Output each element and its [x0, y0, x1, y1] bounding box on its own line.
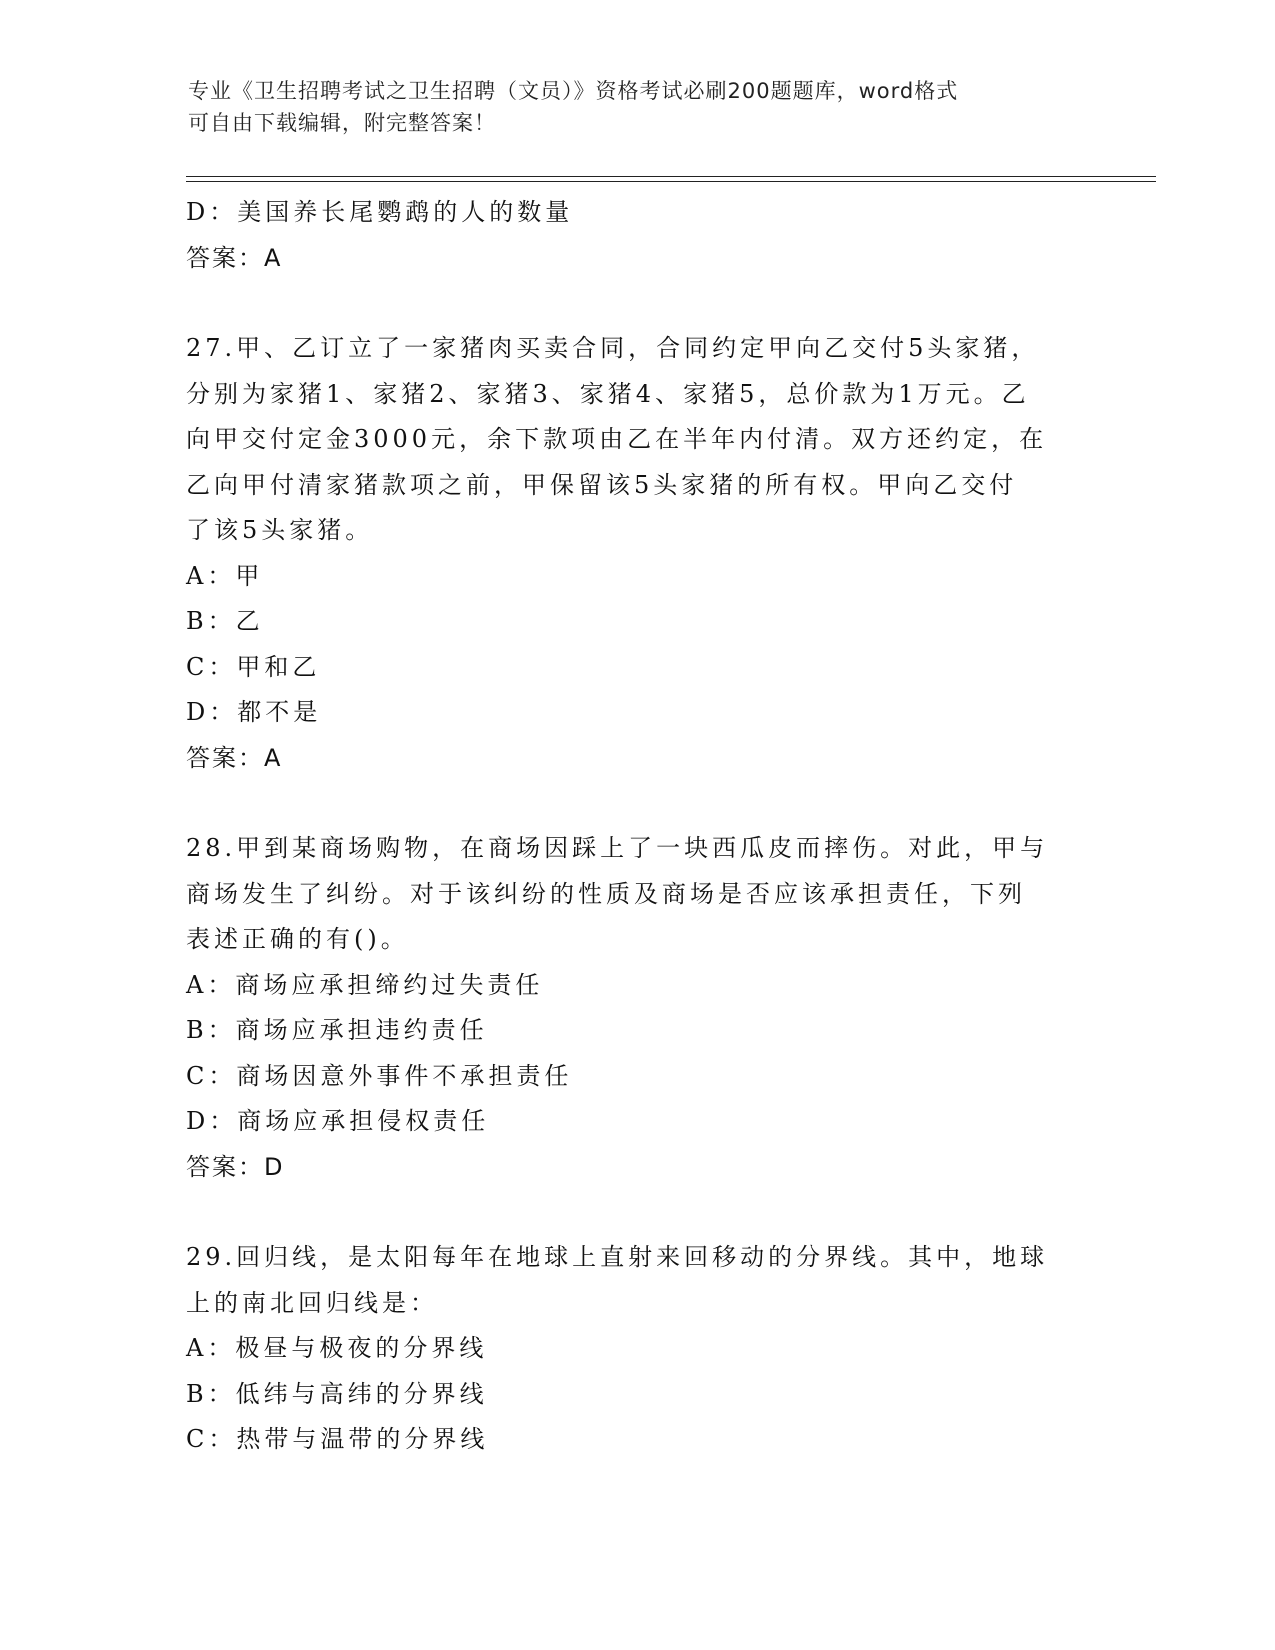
question-text-line: 乙向甲付清家猪款项之前，甲保留该5头家猪的所有权。甲向乙交付	[186, 470, 1018, 499]
question-text-line: 商场发生了纠纷。对于该纠纷的性质及商场是否应该承担责任，下列	[186, 879, 1026, 908]
header-line-2: 可自由下载编辑，附完整答案！	[188, 111, 496, 135]
option-line: D：都不是	[186, 698, 322, 726]
document-header	[188, 75, 1088, 139]
question-text-line: 向甲交付定金3000元，余下款项由乙在半年内付清。双方还约定，在	[186, 425, 1048, 453]
option-line: A：甲	[186, 561, 264, 590]
question-block	[186, 326, 1086, 781]
option-line: C：商场因意外事件不承担责任	[186, 1061, 573, 1090]
question-text-line: 分别为家猪1、家猪2、家猪3、家猪4、家猪5，总价款为1万元。乙	[186, 379, 1030, 408]
option-line: A：商场应承担缔约过失责任	[186, 970, 544, 999]
question-text-line: 28.甲到某商场购物，在商场因踩上了一块西瓜皮而摔伤。对此，甲与	[186, 834, 1049, 862]
option-line: D：美国养长尾鹦鹉的人的数量	[186, 198, 574, 226]
question-block	[186, 1235, 1086, 1463]
question-block	[186, 190, 1086, 281]
header-line-1: 专业《卫生招聘考试之卫生招聘（文员）》资格考试必刷200题题库，word格式	[188, 79, 959, 103]
question-block	[186, 826, 1086, 1190]
option-line: A：极昼与极夜的分界线	[186, 1334, 488, 1362]
option-line: B：商场应承担违约责任	[186, 1016, 488, 1044]
header-divider-top	[186, 176, 1156, 177]
answer-line: 答案：A	[186, 743, 283, 772]
option-line: D：商场应承担侵权责任	[186, 1107, 490, 1135]
question-text-line: 27.甲、乙订立了一家猪肉买卖合同，合同约定甲向乙交付5头家猪，	[186, 334, 1040, 362]
option-line: C：热带与温带的分界线	[186, 1425, 489, 1453]
option-line: B：低纬与高纬的分界线	[186, 1379, 488, 1408]
question-text-line: 表述正确的有()。	[186, 925, 409, 953]
question-list	[186, 190, 1086, 1463]
option-line: B：乙	[186, 607, 264, 635]
header-divider-bottom	[186, 181, 1156, 182]
answer-line: 答案：D	[186, 1152, 285, 1181]
question-text-line: 29.回归线，是太阳每年在地球上直射来回移动的分界线。其中，地球	[186, 1243, 1049, 1271]
option-line: C：甲和乙	[186, 652, 321, 681]
question-text-line: 了该5头家猪。	[186, 516, 374, 544]
question-text-line: 上的南北回归线是：	[186, 1288, 438, 1317]
answer-line: 答案：A	[186, 243, 283, 272]
